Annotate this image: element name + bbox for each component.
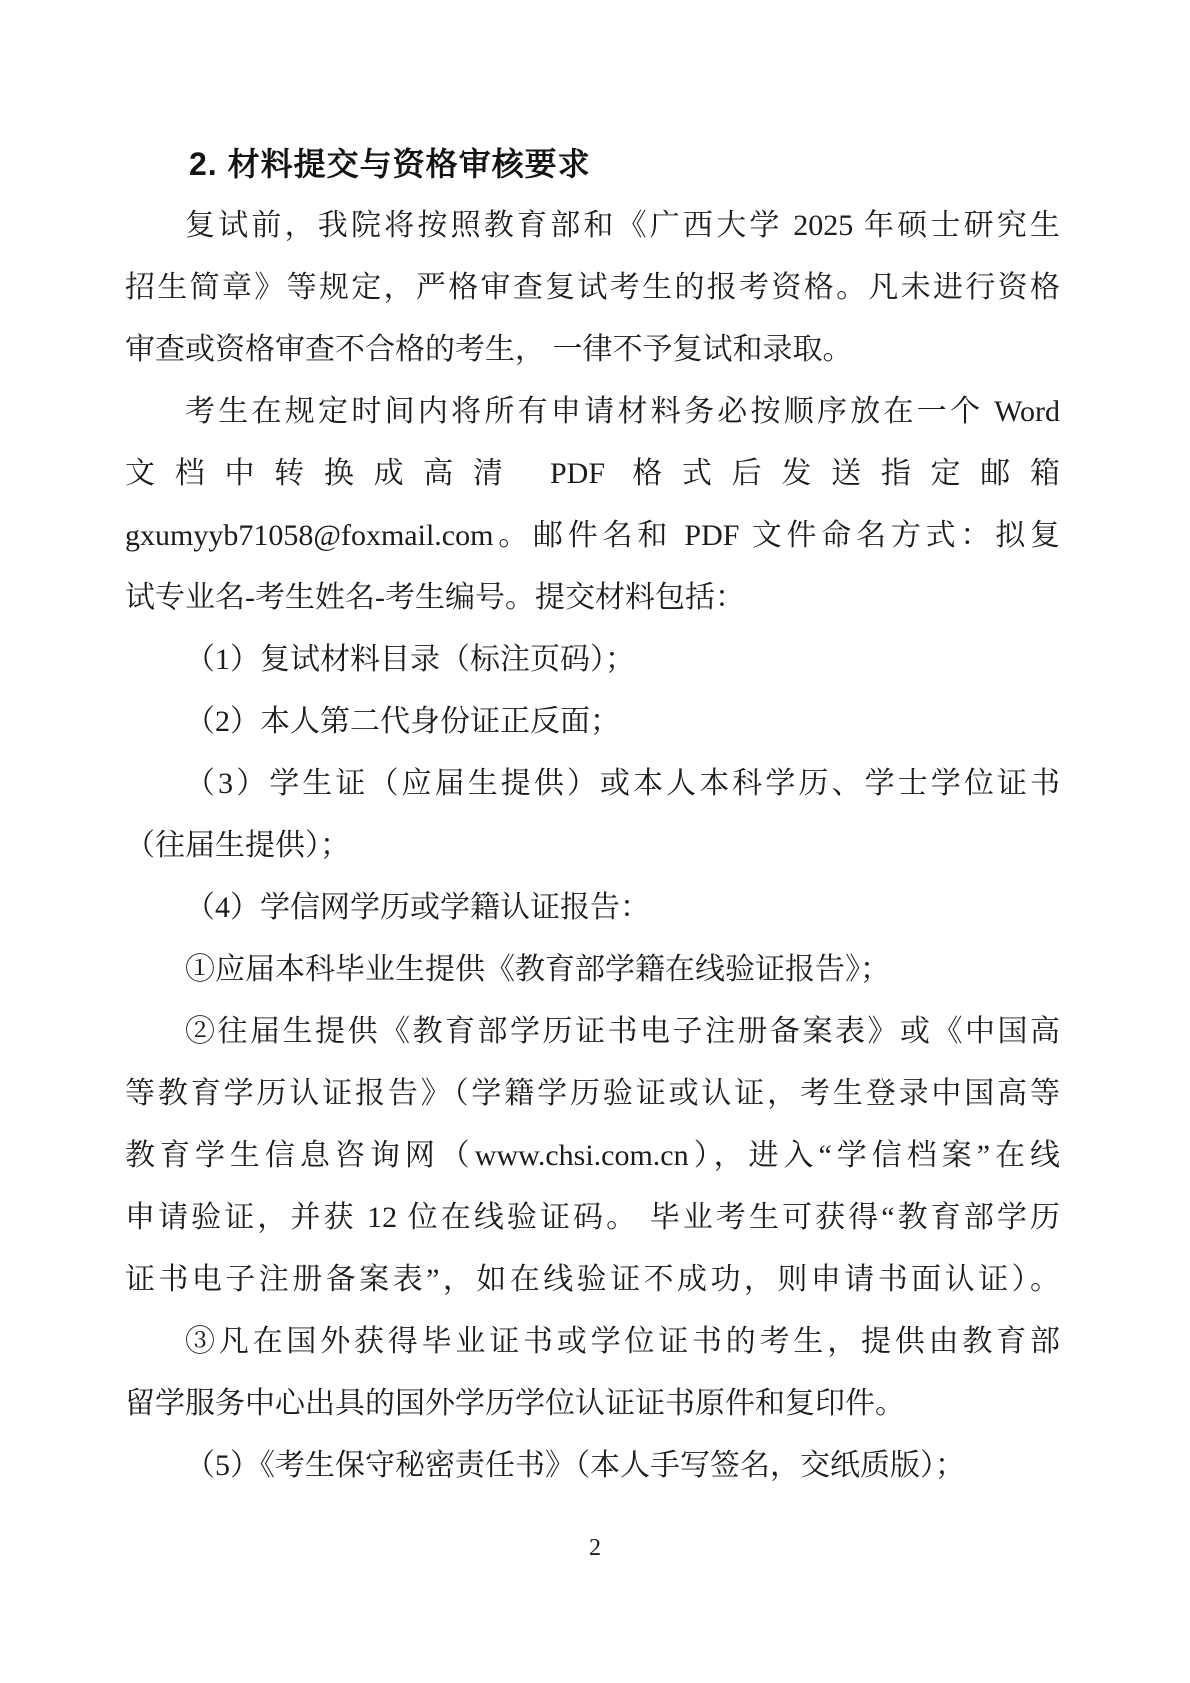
text-line: 复试前，我院将按照教育部和《广西大学 2025 年硕士研究生 <box>185 209 1060 242</box>
section-heading: 2. 材料提交与资格审核要求 <box>189 146 591 182</box>
text-line: 招生简章》等规定，严格审查复试考生的报考资格。凡未进行资格 <box>125 271 1060 304</box>
text-line: （往届生提供）； <box>125 829 350 862</box>
text-line: 教育学生信息咨询网（www.chsi.com.cn），进入“学信档案”在线 <box>125 1139 1060 1172</box>
text-line: （2）本人第二代身份证正反面； <box>185 705 620 738</box>
document-content <box>125 133 1060 1497</box>
text-line: 申请验证，并获 12 位在线验证码。 毕业考生可获得“教育部学历 <box>125 1201 1060 1234</box>
text-line: （4）学信网学历或学籍认证报告： <box>185 891 650 924</box>
text-line: 试专业名-考生姓名-考生编号。提交材料包括： <box>125 581 745 614</box>
text-line: ③凡在国外获得毕业证书或学位证书的考生，提供由教育部 <box>185 1325 1060 1358</box>
text-line: 等教育学历认证报告》（学籍学历验证或认证，考生登录中国高等 <box>125 1077 1060 1110</box>
text-line: 留学服务中心出具的国外学历学位认证证书原件和复印件。 <box>125 1387 905 1420</box>
text-line: ①应届本科毕业生提供《教育部学籍在线验证报告》； <box>185 953 890 986</box>
body-text <box>125 195 1060 1497</box>
text-line: （5）《考生保守秘密责任书》（本人手写签名，交纸质版）； <box>185 1449 965 1482</box>
text-line: （1）复试材料目录（标注页码）； <box>185 643 635 676</box>
text-line: 考生在规定时间内将所有申请材料务必按顺序放在一个 Word <box>185 395 1060 428</box>
text-line: 审查或资格审查不合格的考生， 一律不予复试和录取。 <box>125 333 853 366</box>
text-line: gxumyyb71058@foxmail.com。邮件名和 PDF 文件命名方式：拟复 <box>125 519 1060 552</box>
text-line: 证书电子注册备案表”，如在线验证不成功，则申请书面认证）。 <box>125 1263 1060 1296</box>
text-line: （3）学生证（应届生提供）或本人本科学历、学士学位证书 <box>185 767 1060 800</box>
text-line: ②往届生提供《教育部学历证书电子注册备案表》或《中国高 <box>185 1015 1060 1048</box>
text-line: 文档中转换成高清 PDF 格式后发送指定邮箱 <box>125 457 1060 490</box>
page-number: 2 <box>589 1535 601 1561</box>
